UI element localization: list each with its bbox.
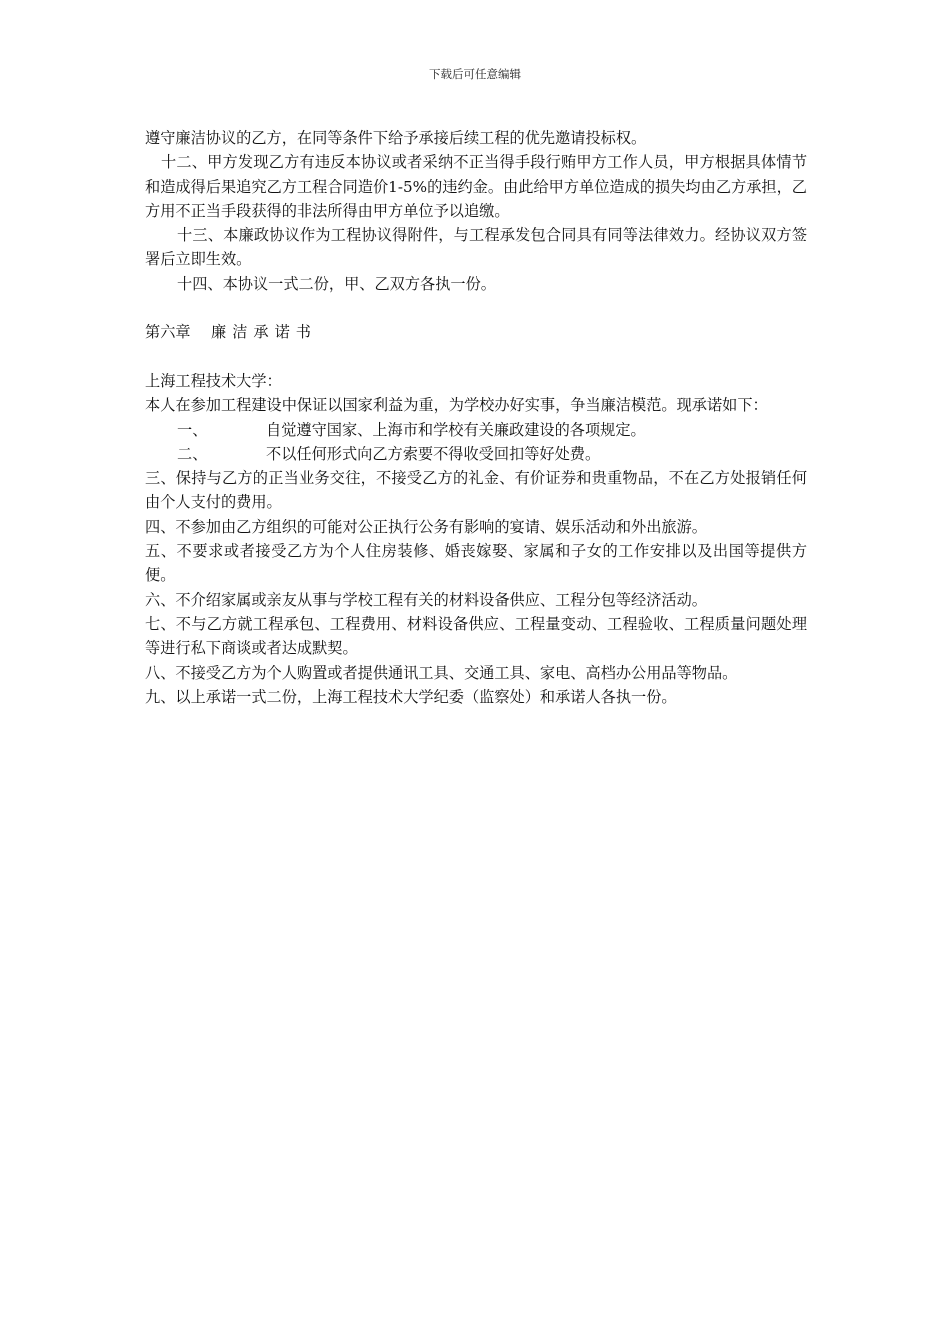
page-header: 下载后可任意编辑: [429, 67, 521, 81]
pledge-item-4: 四、不参加由乙方组织的可能对公正执行公务有影响的宴请、娱乐活动和外出旅游。: [145, 517, 707, 536]
pledge-item-7: 七、不与乙方就工程承包、工程费用、材料设备供应、工程量变动、工程验收、工程质量问题处理等进行私下商谈或者达成默契。: [145, 614, 807, 658]
document-body: [145, 126, 807, 709]
chapter-heading: [145, 320, 807, 344]
pledge-item-5: 五、不要求或者接受乙方为个人住房装修、婚丧嫁娶、家属和子女的工作安排以及出国等提供方便。: [145, 542, 807, 585]
spacer: [145, 345, 807, 369]
pledge-item-number: 二、: [177, 444, 208, 463]
clause-12: 十二、甲方发现乙方有违反本协议或者采纳不正当得手段行贿甲方工作人员，甲方根据具体情节和造成得后果追究乙方工程合同造价1-5%的违约金。由此给甲方单位造成的损失均由乙方承担，乙方用不正当手段获得的非法所得由甲方单位予以追缴。: [145, 153, 807, 220]
clause-14: 十四、本协议一式二份，甲、乙双方各执一份。: [177, 274, 496, 293]
pledge-item-text: 不以任何形式向乙方索要不得收受回扣等好处费。: [266, 444, 601, 463]
pledge-item-text: 自觉遵守国家、上海市和学校有关廉政建设的各项规定。: [266, 420, 646, 439]
chapter-number: 第六章: [145, 323, 191, 342]
pledge-item-6: 六、不介绍家属或亲友从事与学校工程有关的材料设备供应、工程分包等经济活动。: [145, 590, 707, 609]
pledge-item-2: [145, 442, 807, 466]
pledge-item-3: 三、保持与乙方的正当业务交往，不接受乙方的礼金、有价证券和贵重物品，不在乙方处报销任何由个人支付的费用。: [145, 469, 807, 512]
pledge-intro: 本人在参加工程建设中保证以国家利益为重，为学校办好实事，争当廉洁模范。现承诺如下：: [145, 396, 768, 415]
paragraph-continuation: 遵守廉洁协议的乙方，在同等条件下给予承接后续工程的优先邀请投标权。: [145, 129, 647, 147]
pledge-addressee: 上海工程技术大学：: [145, 371, 282, 390]
spacer: [145, 296, 807, 320]
pledge-item-8: 八、不接受乙方为个人购置或者提供通讯工具、交通工具、家电、高档办公用品等物品。: [145, 663, 738, 682]
pledge-item-1: [145, 418, 807, 442]
pledge-item-9: 九、以上承诺一式二份，上海工程技术大学纪委（监察处）和承诺人各执一份。: [145, 687, 677, 706]
pledge-item-number: 一、: [177, 420, 208, 439]
clause-13: 十三、本廉政协议作为工程协议得附件，与工程承发包合同具有同等法律效力。经协议双方签署后立即生效。: [145, 226, 807, 269]
chapter-title: 廉洁承诺书: [211, 323, 317, 342]
